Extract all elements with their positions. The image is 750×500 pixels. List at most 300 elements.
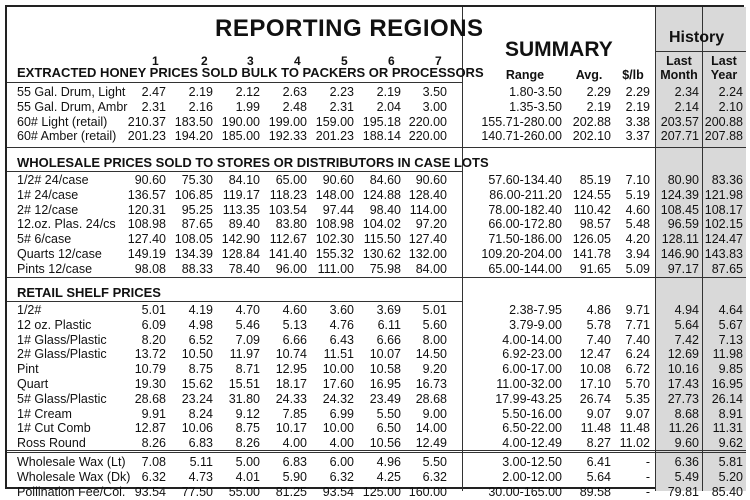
per-lb-header: $/lb: [622, 68, 644, 82]
table-row: [7, 318, 746, 333]
last-year-price: 83.36: [711, 173, 743, 187]
region-1-price: 13.72: [134, 347, 166, 362]
region-number-4: 4: [294, 54, 301, 68]
last-year-header: [704, 54, 744, 82]
region-5-price: 155.32: [315, 247, 354, 261]
region-7-price: 132.00: [408, 247, 447, 261]
region-7-price: 12.49: [415, 436, 447, 451]
table-row: [7, 100, 746, 115]
table-row: [7, 247, 746, 262]
price-per-lb: -: [645, 455, 650, 469]
last-year-price: 200.88: [704, 114, 743, 129]
region-3-price: 7.09: [235, 332, 260, 347]
price-range: 6.92-23.00: [502, 347, 562, 362]
region-1-price: 120.31: [127, 202, 166, 217]
last-month-price: 10.16: [667, 362, 699, 377]
price-per-lb: 7.71: [625, 317, 650, 332]
table-row: [7, 262, 746, 277]
region-1-price: 90.60: [134, 173, 166, 187]
last-month-price: 4.94: [674, 303, 699, 317]
region-5-price: 10.00: [322, 362, 354, 377]
region-2-price: 23.24: [181, 391, 213, 406]
average-price: 9.07: [586, 406, 611, 421]
region-4-price: 6.83: [282, 455, 307, 469]
row-label: 5# Glass/Plastic: [17, 391, 107, 406]
average-price: 7.40: [586, 332, 611, 347]
row-label: 12 oz. Plastic: [17, 317, 92, 332]
region-4-price: 2.63: [282, 85, 307, 99]
table-row: [7, 303, 746, 318]
region-1-price: 201.23: [127, 129, 166, 144]
region-4-price: 5.13: [282, 317, 307, 332]
region-5-price: 201.23: [315, 129, 354, 144]
last-month-price: 96.59: [667, 217, 699, 232]
region-1-price: 6.09: [141, 317, 166, 332]
table-row: [7, 203, 746, 218]
last-year-price: 124.47: [704, 232, 743, 247]
section-title: EXTRACTED HONEY PRICES SOLD BULK TO PACKERS OR PROCESSORS: [17, 65, 484, 80]
region-7-price: 14.50: [415, 347, 447, 362]
average-price: 6.41: [586, 455, 611, 469]
history-title: History: [669, 29, 725, 46]
region-1-price: 8.26: [141, 436, 166, 451]
region-7-price: 5.60: [422, 317, 447, 332]
price-per-lb: 9.71: [625, 303, 650, 317]
region-7-price: 9.20: [422, 362, 447, 377]
average-price: 2.29: [586, 85, 611, 99]
price-range: 78.00-182.40: [488, 202, 562, 217]
average-price: 17.10: [579, 377, 611, 391]
last-month-price: 2.34: [674, 85, 699, 99]
table-row: [7, 85, 746, 100]
price-range: 155.71-280.00: [481, 114, 562, 129]
price-per-lb: 2.19: [625, 99, 650, 114]
last-year-price: 102.15: [704, 217, 743, 232]
region-5-price: 4.00: [329, 436, 354, 451]
region-4-price: 103.54: [268, 202, 307, 217]
row-label: 2# 12/case: [17, 202, 79, 217]
price-per-lb: 4.20: [625, 232, 650, 247]
region-number-1: 1: [152, 54, 159, 68]
table-row: [7, 232, 746, 247]
price-range: 1.80-3.50: [509, 85, 562, 99]
region-4-price: 4.00: [282, 436, 307, 451]
region-6-price: 195.18: [362, 114, 401, 129]
table-row: [7, 436, 746, 451]
last-month-price: 5.64: [674, 317, 699, 332]
region-1-price: 28.68: [134, 391, 166, 406]
last-year-price: 5.20: [718, 469, 743, 484]
price-per-lb: 4.60: [625, 202, 650, 217]
region-6-price: 6.11: [377, 317, 401, 332]
average-price: 126.05: [572, 232, 611, 247]
price-per-lb: 5.70: [625, 377, 650, 391]
region-1-price: 108.98: [127, 217, 166, 232]
table-row: [7, 392, 746, 407]
price-per-lb: 6.24: [625, 347, 650, 362]
price-range: 57.60-134.40: [488, 173, 562, 187]
region-2-price: 4.98: [188, 317, 213, 332]
table-row: [7, 362, 746, 377]
price-per-lb: 7.10: [625, 173, 650, 187]
region-3-price: 8.26: [235, 436, 260, 451]
history-title-rule: [655, 51, 746, 52]
region-6-price: 6.66: [376, 332, 401, 347]
region-2-price: 15.62: [181, 377, 213, 391]
region-3-price: 113.35: [222, 202, 260, 217]
region-3-price: 8.75: [235, 421, 260, 436]
table-row: [7, 470, 746, 485]
region-2-price: 87.65: [181, 217, 213, 232]
region-3-price: 142.90: [221, 232, 260, 247]
price-per-lb: -: [645, 469, 650, 484]
last-year-price: 9.62: [718, 436, 743, 451]
average-price: 85.19: [579, 173, 611, 187]
last-year-header-line1: Last: [711, 54, 737, 68]
price-range: 5.50-16.00: [502, 406, 562, 421]
honey-price-report: [5, 5, 744, 499]
table-row: [7, 129, 746, 144]
region-3-price: 31.80: [228, 391, 260, 406]
region-5-price: 6.32: [329, 469, 354, 484]
average-price: 202.88: [572, 114, 611, 129]
table-row: [7, 333, 746, 348]
row-label: 1# 24/case: [17, 187, 79, 202]
region-2-price: 88.33: [181, 261, 213, 276]
region-5-price: 11.51: [323, 347, 354, 362]
section-title: RETAIL SHELF PRICES: [17, 285, 161, 300]
region-6-price: 10.07: [369, 347, 401, 362]
price-range: 71.50-186.00: [488, 232, 562, 247]
region-6-price: 23.49: [369, 391, 401, 406]
section-title-rule: [7, 301, 462, 302]
region-5-price: 6.43: [329, 332, 354, 347]
region-4-price: 18.17: [275, 377, 307, 391]
table-row: [7, 407, 746, 422]
region-1-price: 6.32: [141, 469, 166, 484]
region-2-price: 4.73: [188, 469, 213, 484]
price-range: 109.20-204.00: [481, 247, 562, 261]
price-range: 4.00-12.49: [502, 436, 562, 451]
section-title-rule: [7, 171, 462, 172]
region-3-price: 128.84: [221, 247, 260, 261]
region-4-price: 112.67: [269, 232, 307, 247]
section-bottom-rule: [7, 277, 746, 278]
region-2-price: 77.50: [181, 484, 213, 499]
region-4-price: 12.95: [275, 362, 307, 377]
price-range: 6.50-22.00: [502, 421, 562, 436]
region-5-price: 3.60: [329, 303, 354, 317]
row-label: 2# Glass/Plastic: [17, 347, 107, 362]
section-top-rule: [7, 452, 746, 453]
average-price: 110.42: [573, 202, 611, 217]
region-number-6: 6: [388, 54, 395, 68]
last-year-price: 5.67: [718, 317, 743, 332]
region-3-price: 185.00: [221, 129, 260, 144]
region-7-price: 3.00: [422, 99, 447, 114]
region-2-price: 8.75: [188, 362, 213, 377]
price-range: 140.71-260.00: [481, 129, 562, 144]
row-label: 1# Glass/Plastic: [17, 332, 107, 347]
region-3-price: 89.40: [228, 217, 260, 232]
price-range: 66.00-172.80: [488, 217, 562, 232]
region-5-price: 6.00: [329, 455, 354, 469]
price-per-lb: 5.48: [625, 217, 650, 232]
region-3-price: 4.70: [235, 303, 260, 317]
average-price: 141.78: [572, 247, 611, 261]
table-row: [7, 173, 746, 188]
region-6-price: 130.62: [362, 247, 401, 261]
region-5-price: 24.32: [322, 391, 354, 406]
region-number-2: 2: [201, 54, 208, 68]
region-7-price: 160.00: [408, 484, 447, 499]
last-month-price: 27.73: [667, 391, 699, 406]
region-1-price: 98.08: [134, 261, 166, 276]
region-4-price: 6.66: [282, 332, 307, 347]
average-price: 2.19: [586, 99, 611, 114]
region-4-price: 7.85: [282, 406, 307, 421]
average-price: 8.27: [586, 436, 611, 451]
region-7-price: 90.60: [415, 173, 447, 187]
last-month-price: 5.49: [674, 469, 699, 484]
row-label: Pint: [17, 362, 39, 377]
section-title: WHOLESALE PRICES SOLD TO STORES OR DISTRIBUTORS IN CASE LOTS: [17, 155, 489, 170]
table-row: [7, 377, 746, 392]
region-3-price: 5.46: [235, 317, 260, 332]
average-price: 5.78: [586, 317, 611, 332]
price-per-lb: 9.07: [625, 406, 650, 421]
price-range: 3.79-9.00: [509, 317, 562, 332]
region-7-price: 220.00: [408, 129, 447, 144]
region-2-price: 2.19: [188, 85, 213, 99]
region-4-price: 5.90: [282, 469, 307, 484]
region-6-price: 124.88: [362, 187, 401, 202]
region-5-price: 97.44: [322, 202, 354, 217]
last-year-price: 143.83: [704, 247, 743, 261]
section-title-rule: [7, 82, 462, 83]
price-range: 1.35-3.50: [509, 99, 562, 114]
last-year-price: 5.81: [718, 455, 743, 469]
price-range: 86.00-211.20: [489, 187, 562, 202]
region-2-price: 8.24: [188, 406, 213, 421]
price-range: 65.00-144.00: [488, 261, 562, 276]
price-per-lb: 11.02: [619, 436, 650, 451]
region-3-price: 9.12: [235, 406, 260, 421]
row-label: 1# Cut Comb: [17, 421, 91, 436]
last-year-price: 2.24: [718, 85, 743, 99]
region-4-price: 2.48: [282, 99, 307, 114]
price-per-lb: 5.19: [625, 187, 650, 202]
region-2-price: 6.52: [188, 332, 213, 347]
region-7-price: 28.68: [415, 391, 447, 406]
price-range: 3.00-12.50: [502, 455, 562, 469]
average-price: 91.65: [579, 261, 611, 276]
price-per-lb: 5.35: [625, 391, 650, 406]
last-year-price: 2.10: [718, 99, 743, 114]
region-7-price: 3.50: [422, 85, 447, 99]
region-number-7: 7: [435, 54, 442, 68]
last-year-price: 11.98: [712, 347, 743, 362]
region-6-price: 6.50: [376, 421, 401, 436]
region-2-price: 194.20: [174, 129, 213, 144]
region-6-price: 188.14: [362, 129, 401, 144]
last-month-price: 11.26: [668, 421, 699, 436]
region-6-price: 4.96: [376, 455, 401, 469]
row-label: Pints 12/case: [17, 261, 93, 276]
price-range: 2.00-12.00: [502, 469, 562, 484]
region-4-price: 81.25: [275, 484, 307, 499]
last-month-price: 6.36: [674, 455, 699, 469]
region-5-price: 159.00: [315, 114, 354, 129]
last-year-header-line2: Year: [710, 68, 738, 82]
region-1-price: 7.08: [141, 455, 166, 469]
row-label: 60# Amber (retail): [17, 129, 117, 144]
last-month-price: 2.14: [674, 99, 699, 114]
region-7-price: 128.40: [408, 187, 447, 202]
price-range: 17.99-43.25: [495, 391, 562, 406]
price-per-lb: -: [645, 484, 650, 499]
last-year-price: 11.31: [712, 421, 743, 436]
last-year-price: 207.88: [704, 129, 743, 144]
price-per-lb: 11.48: [619, 421, 650, 436]
last-month-price: 8.68: [674, 406, 699, 421]
region-4-price: 192.33: [268, 129, 307, 144]
region-2-price: 10.50: [181, 347, 213, 362]
row-label: 1/2# 24/case: [17, 173, 89, 187]
row-label: Quart: [17, 377, 49, 391]
region-1-price: 136.57: [127, 187, 166, 202]
region-6-price: 16.95: [369, 377, 401, 391]
region-2-price: 5.11: [189, 455, 213, 469]
region-3-price: 55.00: [228, 484, 260, 499]
region-3-price: 11.97: [229, 347, 260, 362]
last-year-price: 26.14: [711, 391, 743, 406]
region-6-price: 104.02: [362, 217, 401, 232]
region-3-price: 5.00: [235, 455, 260, 469]
last-year-price: 108.17: [704, 202, 743, 217]
region-7-price: 127.40: [408, 232, 447, 247]
region-number-5: 5: [341, 54, 348, 68]
region-1-price: 93.54: [134, 484, 166, 499]
last-year-price: 87.65: [711, 261, 743, 276]
region-1-price: 8.20: [141, 332, 166, 347]
table-row: [7, 455, 746, 470]
region-2-price: 2.16: [188, 99, 213, 114]
region-5-price: 10.00: [322, 421, 354, 436]
region-1-price: 12.87: [134, 421, 166, 436]
price-range: 4.00-14.00: [502, 332, 562, 347]
row-label: 12.oz. Plas. 24/cs: [17, 217, 116, 232]
region-7-price: 114.00: [409, 202, 447, 217]
row-label: Quarts 12/case: [17, 247, 102, 261]
region-5-price: 2.31: [329, 99, 354, 114]
region-3-price: 78.40: [228, 261, 260, 276]
region-1-price: 9.91: [141, 406, 166, 421]
region-7-price: 14.00: [415, 421, 447, 436]
region-4-price: 199.00: [268, 114, 307, 129]
region-7-price: 97.20: [415, 217, 447, 232]
last-year-price: 85.40: [711, 484, 743, 499]
region-3-price: 4.01: [235, 469, 260, 484]
last-year-price: 8.91: [718, 406, 743, 421]
region-2-price: 4.19: [188, 303, 213, 317]
price-per-lb: 7.40: [625, 332, 650, 347]
region-5-price: 111.00: [317, 261, 354, 276]
region-2-price: 108.05: [174, 232, 213, 247]
last-month-price: 146.90: [660, 247, 699, 261]
last-month-price: 128.11: [661, 232, 699, 247]
region-5-price: 148.00: [315, 187, 354, 202]
last-month-price: 124.39: [660, 187, 699, 202]
last-month-price: 207.71: [660, 129, 699, 144]
region-1-price: 2.31: [141, 99, 166, 114]
region-7-price: 6.32: [422, 469, 447, 484]
last-month-header-line2: Month: [660, 68, 698, 82]
average-price: 4.86: [586, 303, 611, 317]
average-price: 10.08: [579, 362, 611, 377]
average-price: 89.58: [579, 484, 611, 499]
region-7-price: 5.01: [422, 303, 447, 317]
average-price: 98.57: [579, 217, 611, 232]
last-month-price: 203.57: [660, 114, 699, 129]
region-5-price: 4.76: [329, 317, 354, 332]
price-range: 30.00-165.00: [488, 484, 562, 499]
last-month-price: 80.90: [667, 173, 699, 187]
region-6-price: 75.98: [369, 261, 401, 276]
region-1-price: 2.47: [141, 85, 166, 99]
region-5-price: 17.60: [322, 377, 354, 391]
region-1-price: 210.37: [127, 114, 166, 129]
price-per-lb: 2.29: [625, 85, 650, 99]
region-number-3: 3: [247, 54, 254, 68]
row-label: 55 Gal. Drum, Light: [17, 85, 126, 99]
region-6-price: 84.60: [369, 173, 401, 187]
region-5-price: 2.23: [329, 85, 354, 99]
region-2-price: 95.25: [181, 202, 213, 217]
table-row: [7, 347, 746, 362]
region-7-price: 9.00: [422, 406, 447, 421]
region-2-price: 106.85: [174, 187, 213, 202]
row-label: 60# Light (retail): [17, 114, 108, 129]
price-range: 11.00-32.00: [496, 377, 562, 391]
row-label: Pollination Fee/Col.: [17, 484, 126, 499]
last-month-price: 12.69: [667, 347, 699, 362]
table-row: [7, 485, 746, 500]
region-2-price: 134.39: [174, 247, 213, 261]
row-label: 5# 6/case: [17, 232, 72, 247]
report-title: REPORTING REGIONS: [215, 15, 484, 42]
region-3-price: 119.17: [222, 187, 260, 202]
row-label: 55 Gal. Drum, Ambr: [17, 99, 128, 114]
region-4-price: 83.80: [275, 217, 307, 232]
region-1-price: 149.19: [127, 247, 166, 261]
region-2-price: 75.30: [181, 173, 213, 187]
average-price: 12.47: [579, 347, 611, 362]
last-year-price: 4.64: [718, 303, 743, 317]
section-bottom-rule: [7, 450, 746, 451]
average-price: 11.48: [580, 421, 611, 436]
region-4-price: 118.23: [269, 187, 307, 202]
region-6-price: 3.69: [376, 303, 401, 317]
region-6-price: 4.25: [376, 469, 401, 484]
region-5-price: 90.60: [322, 173, 354, 187]
price-per-lb: 3.37: [625, 129, 650, 144]
region-4-price: 4.60: [282, 303, 307, 317]
row-label: 1/2#: [17, 303, 42, 317]
region-6-price: 5.50: [376, 406, 401, 421]
region-3-price: 8.71: [235, 362, 260, 377]
last-month-price: 97.17: [667, 261, 699, 276]
